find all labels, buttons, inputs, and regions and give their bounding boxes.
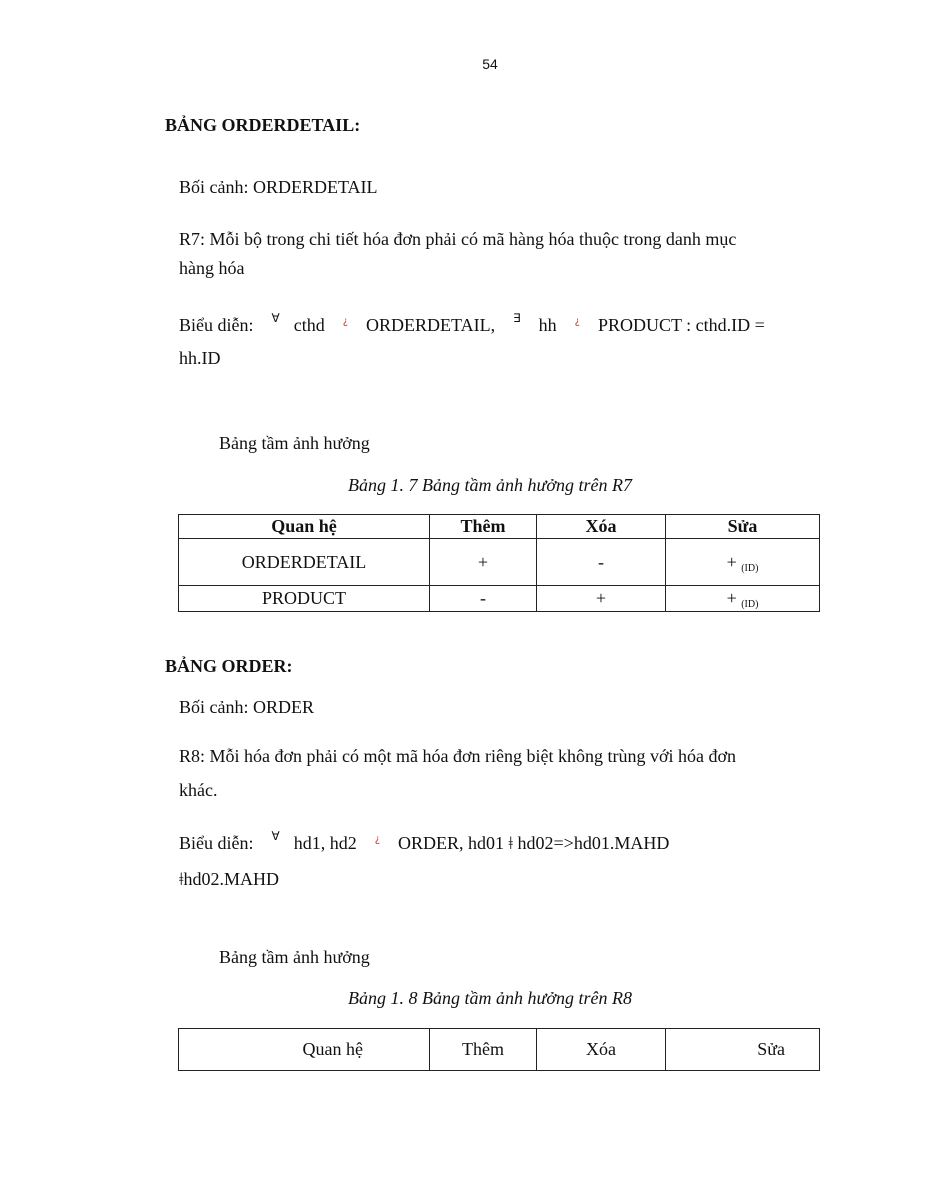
page-number: 54 (482, 56, 498, 72)
header-relation: Quan hệ (179, 515, 430, 539)
repr-set-orderdetail: ORDERDETAIL, (366, 315, 496, 335)
cell-relation: PRODUCT (179, 586, 430, 612)
edit-subscript: (ID) (741, 599, 759, 610)
header-edit: Sửa (666, 1029, 820, 1071)
rule-r7-line2: hàng hóa (179, 258, 245, 278)
edit-mark: + (726, 588, 737, 608)
header-add: Thêm (430, 1029, 537, 1071)
context-order: Bối cảnh: ORDER (179, 697, 314, 717)
edit-mark: + (726, 551, 737, 572)
forall-symbol: ∀ (271, 311, 280, 325)
section-heading-order: BẢNG ORDER: (165, 656, 293, 676)
forall-symbol: ∀ (271, 829, 280, 843)
repr-label: Biểu diễn: (179, 833, 254, 853)
impact-label-r7: Bảng tầm ảnh hưởng (219, 433, 370, 453)
repr-vars: hd1, hd2 (293, 833, 357, 853)
table-row (179, 586, 820, 612)
cell-delete: + (537, 586, 666, 612)
impact-table-r7 (178, 514, 820, 612)
rule-r7-line1: R7: Mỗi bộ trong chi tiết hóa đơn phải có mã hàng hóa thuộc trong danh mục (179, 229, 737, 249)
representation-r8-line2: ǂhd02.MAHD (179, 869, 279, 889)
impact-table-r8 (178, 1028, 820, 1071)
member-symbol: ¿ (342, 316, 349, 327)
cell-add: + (430, 539, 537, 586)
repr-rest: ORDER, hd01 ǂ hd02=>hd01.MAHD (398, 833, 670, 853)
context-orderdetail: Bối cảnh: ORDERDETAIL (179, 177, 378, 197)
header-delete: Xóa (537, 515, 666, 539)
repr-set-product: PRODUCT : cthd.ID = (597, 315, 765, 335)
cell-add: - (430, 586, 537, 612)
cell-edit (666, 586, 820, 612)
representation-r7-line2: hh.ID (179, 348, 221, 368)
table-header-row (179, 1029, 820, 1071)
header-add: Thêm (430, 515, 537, 539)
rule-r8-line1: R8: Mỗi hóa đơn phải có một mã hóa đơn riêng biệt không trùng với hóa đơn (179, 746, 736, 766)
cell-edit (666, 539, 820, 586)
representation-r7 (179, 310, 765, 344)
repr-label: Biểu diễn: (179, 315, 254, 335)
table-row (179, 539, 820, 586)
repr-var-hh: hh (538, 315, 557, 335)
edit-subscript: (ID) (741, 562, 759, 574)
header-delete: Xóa (537, 1029, 666, 1071)
table-caption-r7: Bảng 1. 7 Bảng tầm ảnh hưởng trên R7 (348, 475, 632, 495)
rule-r8-line2: khác. (179, 780, 218, 800)
exists-symbol: ∃ (513, 311, 521, 325)
header-relation: Quan hệ (179, 1029, 430, 1071)
member-symbol: ¿ (574, 316, 580, 327)
representation-r8 (179, 828, 669, 862)
member-symbol: ¿ (374, 834, 381, 845)
table-caption-r8: Bảng 1. 8 Bảng tầm ảnh hưởng trên R8 (348, 988, 632, 1008)
cell-relation: ORDERDETAIL (179, 539, 430, 586)
table-header-row (179, 515, 820, 539)
header-edit: Sửa (666, 515, 820, 539)
section-heading-orderdetail: BẢNG ORDERDETAIL: (165, 115, 361, 135)
repr-var-cthd: cthd (293, 315, 325, 335)
impact-label-r8: Bảng tầm ảnh hưởng (219, 947, 370, 967)
cell-delete: - (537, 539, 666, 586)
